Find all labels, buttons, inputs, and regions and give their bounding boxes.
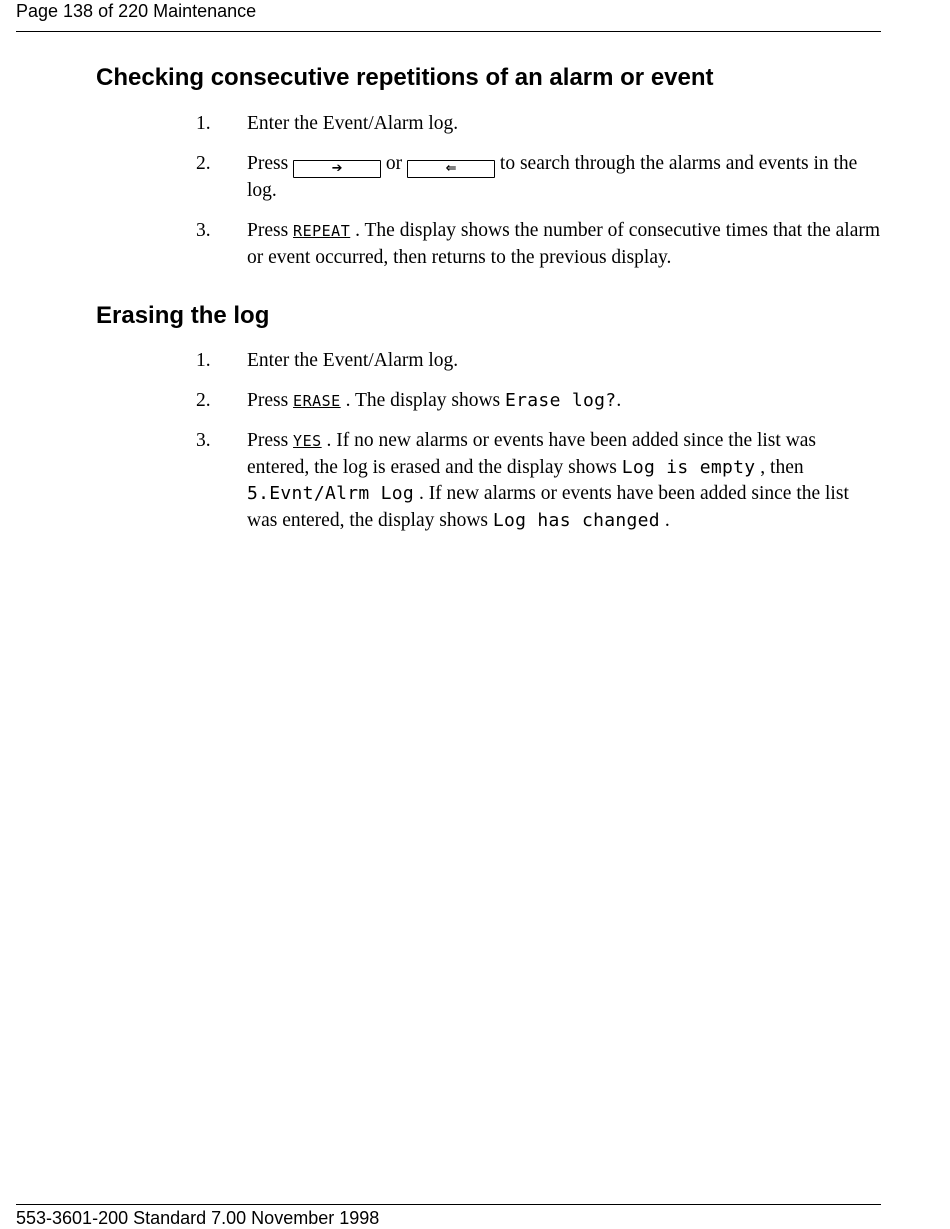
section-heading-consecutive-repetitions: Checking consecutive repetitions of an alarm or event <box>96 64 714 91</box>
press-text: Press <box>247 153 289 174</box>
step-text-2: , then <box>760 456 804 478</box>
footer-rule <box>16 1204 881 1205</box>
yes-softkey: YES <box>293 432 322 450</box>
list-item <box>196 111 886 138</box>
display-erase-log: Erase log? <box>505 390 617 411</box>
press-text: Press <box>247 390 289 411</box>
step-number: 3. <box>196 430 211 451</box>
step-text: Enter the Event/Alarm log. <box>247 113 459 134</box>
header-text: Page 138 of 220 Maintenance <box>16 1 257 21</box>
display-evnt-alrm-log: 5.Evnt/Alrm Log <box>247 483 415 504</box>
display-log-is-empty: Log is empty <box>621 456 756 478</box>
step-number: 2. <box>196 153 211 174</box>
repeat-softkey: REPEAT <box>293 222 351 240</box>
list-item <box>196 388 886 415</box>
left-arrow-key <box>407 160 495 178</box>
step-text <box>247 151 883 205</box>
step-text-after: . The display shows the number of consecutive times that the alarm or event occurred, then returns to the previous display. <box>247 220 881 268</box>
step-text-mid: . The display shows <box>345 390 501 411</box>
left-arrow-icon: ⇐ <box>445 161 457 176</box>
erase-softkey: ERASE <box>293 392 341 410</box>
header-rule <box>16 31 881 32</box>
right-arrow-key <box>293 160 381 178</box>
press-text: Press <box>247 220 289 241</box>
step-number: 2. <box>196 390 211 411</box>
step-text <box>247 218 883 271</box>
step-text: Enter the Event/Alarm log. <box>247 350 459 371</box>
step-text-end: . <box>616 390 622 411</box>
press-text: Press <box>247 430 289 451</box>
step-number: 1. <box>196 350 211 371</box>
display-log-has-changed: Log has changed <box>492 509 660 531</box>
step-text-4: . <box>664 509 670 531</box>
step-text-after: to search through the alarms and events in the log. <box>247 153 858 201</box>
list-item <box>196 348 886 375</box>
list-item <box>196 218 886 271</box>
step-text-1: . If no new alarms or events have been added since the list was entered, the log is erased and the display shows <box>247 430 817 478</box>
right-arrow-icon: ➔ <box>331 161 343 176</box>
list-item <box>196 151 886 205</box>
step-number: 3. <box>196 220 211 241</box>
list-item <box>196 428 886 534</box>
footer-text: 553-3601-200 Standard 7.00 November 1998 <box>16 1208 380 1228</box>
step-number: 1. <box>196 113 211 134</box>
section-heading-erasing-log: Erasing the log <box>96 302 270 329</box>
step-text <box>247 428 883 534</box>
step-text <box>247 388 883 415</box>
or-text: or <box>385 153 403 174</box>
step-text-3: . If new alarms or events have been added since the list was entered, the display shows <box>247 483 849 531</box>
